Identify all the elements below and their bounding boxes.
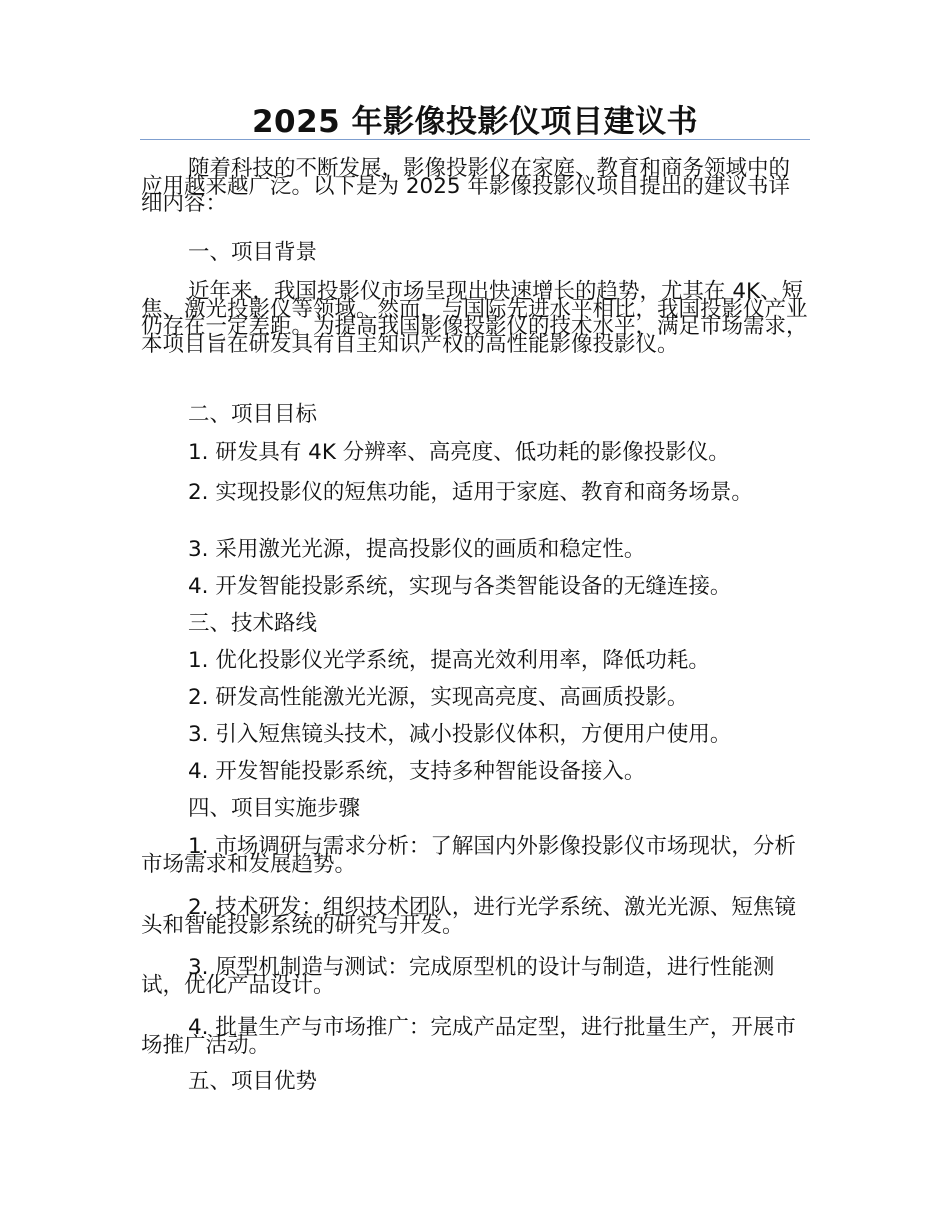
goal-item-1: 1. 研发具有 4K 分辨率、高亮度、低功耗的影像投影仪。: [188, 440, 730, 465]
step-item-2: 2. 技术研发：组织技术团队，进行光学系统、激光光源、短焦镜头和智能投影系统的研究与开发。: [141, 895, 796, 938]
document-title: 2025 年影像投影仪项目建议书: [251, 104, 699, 140]
step-item-4: 4. 批量生产与市场推广：完成产品定型，进行批量生产，开展市场推广活动。: [141, 1015, 796, 1058]
section-heading-goals: 二、项目目标: [188, 402, 318, 427]
section-body-background: 近年来，我国投影仪市场呈现出快速增长的趋势，尤其在 4K、短焦、激光投影仪等领域。然而，与国际先进水平相比，我国投影仪产业仍存在一定差距。为提高我国影像投影仪的技术水平，满足市场需求，本项目旨在研发具有自主知识产权的高性能影像投影仪。: [141, 279, 808, 357]
section-heading-implementation: 四、项目实施步骤: [188, 796, 361, 821]
title-underline: [140, 139, 810, 140]
section-heading-advantages: 五、项目优势: [188, 1069, 318, 1094]
step-item-3: 3. 原型机制造与测试：完成原型机的设计与制造，进行性能测试，优化产品设计。: [141, 955, 775, 998]
goal-item-2: 2. 实现投影仪的短焦功能，适用于家庭、教育和商务场景。: [188, 480, 753, 505]
intro-paragraph: 随着科技的不断发展，影像投影仪在家庭、教育和商务领域中的应用越来越广泛。以下是为 2025 年影像投影仪项目提出的建议书详细内容：: [141, 156, 791, 216]
goal-item-3: 3. 采用激光光源，提高投影仪的画质和稳定性。: [188, 537, 646, 562]
goal-item-4: 4. 开发智能投影系统，实现与各类智能设备的无缝连接。: [188, 574, 732, 599]
tech-item-1: 1. 优化投影仪光学系统，提高光效利用率，降低功耗。: [188, 648, 710, 673]
tech-item-3: 3. 引入短焦镜头技术，减小投影仪体积，方便用户使用。: [188, 722, 732, 747]
section-heading-background: 一、项目背景: [188, 240, 318, 265]
section-heading-technology: 三、技术路线: [188, 611, 318, 636]
tech-item-4: 4. 开发智能投影系统，支持多种智能设备接入。: [188, 759, 646, 784]
tech-item-2: 2. 研发高性能激光光源，实现高亮度、高画质投影。: [188, 685, 689, 710]
step-item-1: 1. 市场调研与需求分析：了解国内外影像投影仪市场现状，分析市场需求和发展趋势。: [141, 834, 796, 877]
